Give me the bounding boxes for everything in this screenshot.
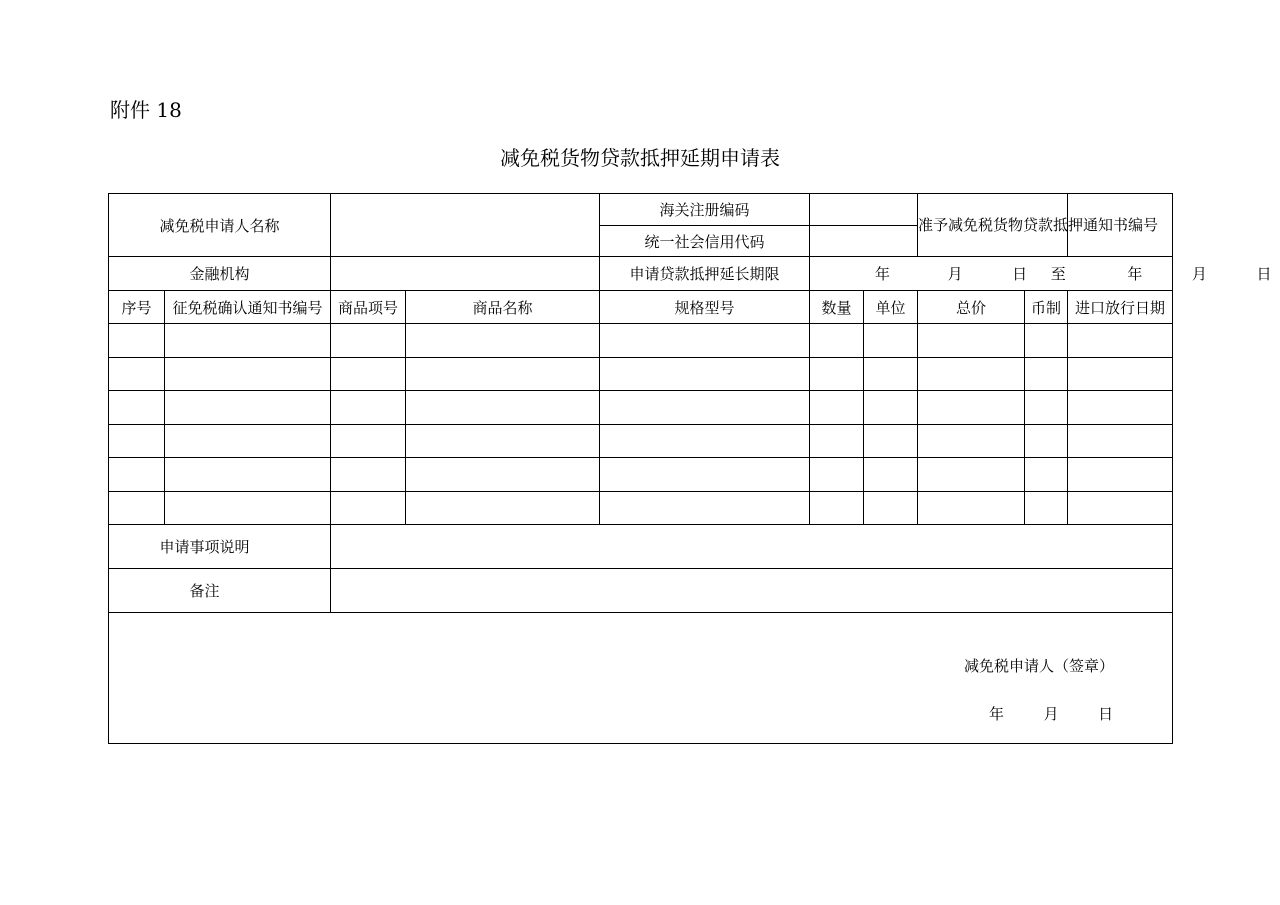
goods-row: [109, 458, 1173, 492]
cell[interactable]: [109, 391, 165, 425]
cell[interactable]: [810, 358, 864, 391]
period-month-end: 月: [1191, 265, 1207, 283]
cell[interactable]: [109, 358, 165, 391]
cell[interactable]: [600, 324, 810, 358]
signature-month: 月: [1043, 705, 1059, 723]
cell[interactable]: [864, 458, 918, 492]
col-header-quantity: 数量: [810, 291, 864, 324]
customs-code-label: 海关注册编码: [600, 194, 810, 226]
cell[interactable]: [600, 425, 810, 458]
financial-institution-label: 金融机构: [109, 257, 331, 291]
cell[interactable]: [864, 391, 918, 425]
cell[interactable]: [331, 391, 406, 425]
signature-date: [989, 703, 1113, 724]
period-to: 至: [1050, 265, 1066, 283]
notes-field[interactable]: [331, 569, 1173, 613]
explanation-field[interactable]: [331, 525, 1173, 569]
cell[interactable]: [810, 391, 864, 425]
cell[interactable]: [1025, 492, 1068, 525]
extension-period-field[interactable]: [810, 257, 1272, 291]
cell[interactable]: [918, 324, 1025, 358]
cell[interactable]: [165, 391, 331, 425]
cell[interactable]: [331, 358, 406, 391]
cell[interactable]: [918, 458, 1025, 492]
cell[interactable]: [109, 458, 165, 492]
applicant-name-field[interactable]: [331, 194, 600, 257]
period-month-start: 月: [947, 265, 963, 283]
cell[interactable]: [165, 425, 331, 458]
cell[interactable]: [165, 458, 331, 492]
cell[interactable]: [600, 458, 810, 492]
cell[interactable]: [1025, 425, 1068, 458]
col-header-total-price: 总价: [918, 291, 1025, 324]
col-header-confirmation-no: 征免税确认通知书编号: [165, 291, 331, 324]
customs-code-field[interactable]: [810, 194, 918, 226]
goods-row: [109, 492, 1173, 525]
cell[interactable]: [810, 425, 864, 458]
goods-row: [109, 358, 1173, 391]
cell[interactable]: [1068, 458, 1173, 492]
cell[interactable]: [600, 492, 810, 525]
signature-year: 年: [989, 705, 1005, 723]
cell[interactable]: [165, 358, 331, 391]
goods-row: [109, 324, 1173, 358]
applicant-signature-label: 减免税申请人（签章）: [964, 657, 1115, 675]
notes-label: 备注: [109, 569, 331, 613]
cell[interactable]: [1025, 358, 1068, 391]
cell[interactable]: [918, 358, 1025, 391]
goods-row: [109, 391, 1173, 425]
cell[interactable]: [918, 391, 1025, 425]
goods-header-row: [109, 291, 1173, 324]
cell[interactable]: [109, 425, 165, 458]
cell[interactable]: [331, 492, 406, 525]
col-header-serial: 序号: [109, 291, 165, 324]
cell[interactable]: [165, 492, 331, 525]
notice-number-label: 准予减免税货物贷款抵押通知书编号: [918, 194, 1068, 257]
signature-day: 日: [1098, 705, 1114, 723]
form-title: 减免税货物贷款抵押延期申请表: [500, 146, 780, 170]
cell[interactable]: [864, 324, 918, 358]
cell[interactable]: [406, 492, 600, 525]
period-year-start: 年: [875, 265, 891, 283]
cell[interactable]: [406, 425, 600, 458]
col-header-unit: 单位: [864, 291, 918, 324]
financial-institution-field[interactable]: [331, 257, 600, 291]
cell[interactable]: [1068, 324, 1173, 358]
cell[interactable]: [406, 324, 600, 358]
cell[interactable]: [918, 492, 1025, 525]
cell[interactable]: [406, 458, 600, 492]
col-header-release-date: 进口放行日期: [1068, 291, 1173, 324]
cell[interactable]: [109, 492, 165, 525]
cell[interactable]: [864, 425, 918, 458]
credit-code-label: 统一社会信用代码: [600, 226, 810, 257]
cell[interactable]: [406, 358, 600, 391]
cell[interactable]: [1025, 458, 1068, 492]
signature-area[interactable]: [109, 613, 1173, 744]
goods-row: [109, 425, 1173, 458]
applicant-name-label: 减免税申请人名称: [109, 194, 331, 257]
cell[interactable]: [406, 391, 600, 425]
cell[interactable]: [600, 358, 810, 391]
period-day-end: 日: [1256, 265, 1272, 283]
attachment-label: 附件 18: [110, 98, 182, 122]
col-header-item-no: 商品项号: [331, 291, 406, 324]
cell[interactable]: [1068, 391, 1173, 425]
cell[interactable]: [331, 425, 406, 458]
period-year-end: 年: [1127, 265, 1143, 283]
explanation-label: 申请事项说明: [109, 525, 331, 569]
cell[interactable]: [600, 391, 810, 425]
application-form-table: [108, 193, 1272, 744]
cell[interactable]: [165, 324, 331, 358]
cell[interactable]: [109, 324, 165, 358]
cell[interactable]: [1025, 324, 1068, 358]
cell[interactable]: [864, 358, 918, 391]
col-header-goods-name: 商品名称: [406, 291, 600, 324]
cell[interactable]: [1068, 425, 1173, 458]
cell[interactable]: [331, 458, 406, 492]
extension-period-label: 申请贷款抵押延长期限: [600, 257, 810, 291]
col-header-currency: 币制: [1025, 291, 1068, 324]
period-day-start: 日: [1012, 265, 1028, 283]
cell[interactable]: [1025, 391, 1068, 425]
cell[interactable]: [864, 492, 918, 525]
cell[interactable]: [1068, 358, 1173, 391]
cell[interactable]: [810, 458, 864, 492]
cell[interactable]: [1068, 492, 1173, 525]
credit-code-field[interactable]: [810, 226, 918, 257]
cell[interactable]: [810, 324, 864, 358]
col-header-spec-model: 规格型号: [600, 291, 810, 324]
cell[interactable]: [810, 492, 864, 525]
cell[interactable]: [918, 425, 1025, 458]
cell[interactable]: [331, 324, 406, 358]
